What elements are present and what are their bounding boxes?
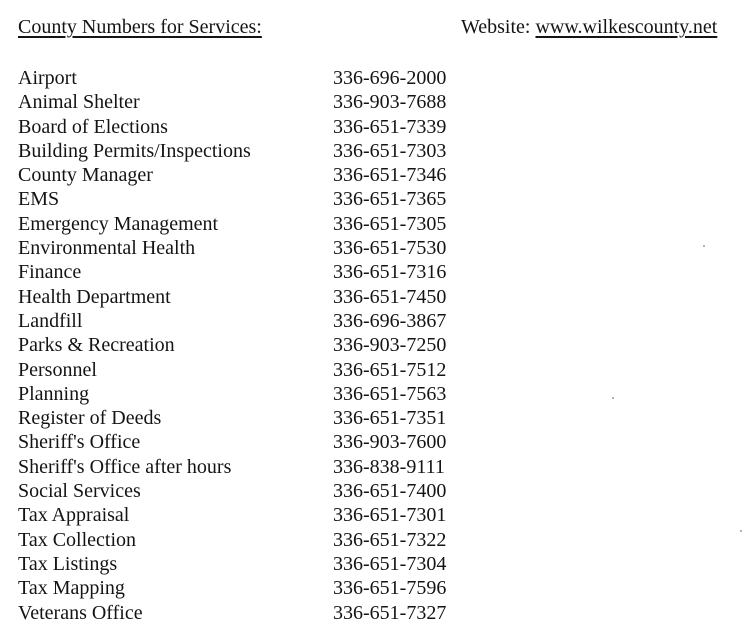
phone-number: 336-903-7600 bbox=[333, 431, 447, 454]
phone-number: 336-651-7530 bbox=[333, 237, 447, 260]
website-link[interactable]: www.wilkescounty.net bbox=[535, 16, 718, 38]
service-name: Board of Elections bbox=[18, 115, 168, 138]
phone-number: 336-651-7316 bbox=[333, 261, 447, 284]
service-name: Register of Deeds bbox=[18, 407, 162, 430]
phone-number: 336-696-3867 bbox=[333, 309, 447, 332]
service-name: Veterans Office bbox=[18, 601, 143, 624]
list-item bbox=[18, 309, 738, 333]
list-item bbox=[18, 139, 738, 163]
phone-number: 336-651-7351 bbox=[333, 407, 447, 430]
list-item bbox=[18, 358, 738, 382]
service-name: Airport bbox=[18, 67, 77, 89]
phone-number: 336-651-7303 bbox=[333, 139, 447, 162]
service-name: Emergency Management bbox=[18, 212, 219, 235]
list-item bbox=[18, 552, 738, 576]
service-name: Planning bbox=[18, 382, 90, 405]
service-name: Parks & Recreation bbox=[18, 334, 175, 357]
phone-number: 336-651-7346 bbox=[333, 164, 447, 187]
list-item bbox=[18, 212, 738, 236]
service-name: Tax Appraisal bbox=[18, 504, 130, 527]
list-item bbox=[18, 333, 738, 357]
list-item bbox=[18, 236, 738, 260]
service-name: Tax Collection bbox=[18, 528, 137, 551]
list-item bbox=[18, 285, 738, 309]
list-item bbox=[18, 260, 738, 284]
list-item bbox=[18, 479, 738, 503]
scan-speck bbox=[703, 245, 705, 247]
list-item bbox=[18, 601, 738, 625]
scan-speck bbox=[612, 397, 614, 399]
phone-number: 336-651-7450 bbox=[333, 285, 447, 308]
service-name: Personnel bbox=[18, 358, 97, 381]
phone-number: 336-903-7688 bbox=[333, 91, 447, 114]
list-item bbox=[18, 576, 738, 600]
list-item bbox=[18, 528, 738, 552]
service-name: Tax Listings bbox=[18, 552, 118, 575]
phone-number: 336-903-7250 bbox=[333, 334, 447, 357]
list-item bbox=[18, 503, 738, 527]
phone-number: 336-651-7301 bbox=[333, 504, 447, 527]
phone-number: 336-651-7305 bbox=[333, 212, 447, 235]
website-line bbox=[461, 14, 717, 40]
service-name: Health Department bbox=[18, 285, 171, 308]
phone-number: 336-651-7322 bbox=[333, 528, 447, 551]
page-title: County Numbers for Services: bbox=[18, 16, 262, 38]
list-item bbox=[18, 187, 738, 211]
list-item bbox=[18, 430, 738, 454]
list-item bbox=[18, 406, 738, 430]
phone-number: 336-651-7339 bbox=[333, 115, 447, 138]
service-name: Animal Shelter bbox=[18, 91, 140, 114]
service-name: Sheriff's Office bbox=[18, 431, 141, 454]
service-name: County Manager bbox=[18, 164, 153, 187]
list-item bbox=[18, 382, 738, 406]
phone-number: 336-651-7563 bbox=[333, 382, 447, 405]
service-name: Finance bbox=[18, 261, 82, 284]
phone-number: 336-651-7596 bbox=[333, 577, 447, 600]
phone-number: 336-651-7327 bbox=[333, 601, 447, 624]
service-name: Tax Mapping bbox=[18, 577, 125, 600]
service-name: Building Permits/Inspections bbox=[18, 139, 251, 162]
list-item bbox=[18, 90, 738, 114]
list-item bbox=[18, 115, 738, 139]
service-name: Social Services bbox=[18, 480, 141, 503]
phone-number: 336-838-9111 bbox=[333, 455, 445, 478]
service-name: EMS bbox=[18, 188, 60, 211]
phone-number: 336-651-7365 bbox=[333, 188, 447, 211]
phone-number: 336-696-2000 bbox=[333, 67, 447, 89]
website-label: Website: bbox=[461, 16, 531, 38]
scan-speck bbox=[740, 530, 742, 532]
service-directory bbox=[18, 66, 738, 625]
service-name: Landfill bbox=[18, 309, 83, 332]
phone-number: 336-651-7512 bbox=[333, 358, 447, 381]
service-name: Environmental Health bbox=[18, 237, 196, 260]
phone-number: 336-651-7400 bbox=[333, 480, 447, 503]
list-item bbox=[18, 455, 738, 479]
phone-number: 336-651-7304 bbox=[333, 552, 447, 575]
list-item bbox=[18, 66, 738, 90]
list-item bbox=[18, 163, 738, 187]
service-name: Sheriff's Office after hours bbox=[18, 455, 232, 478]
